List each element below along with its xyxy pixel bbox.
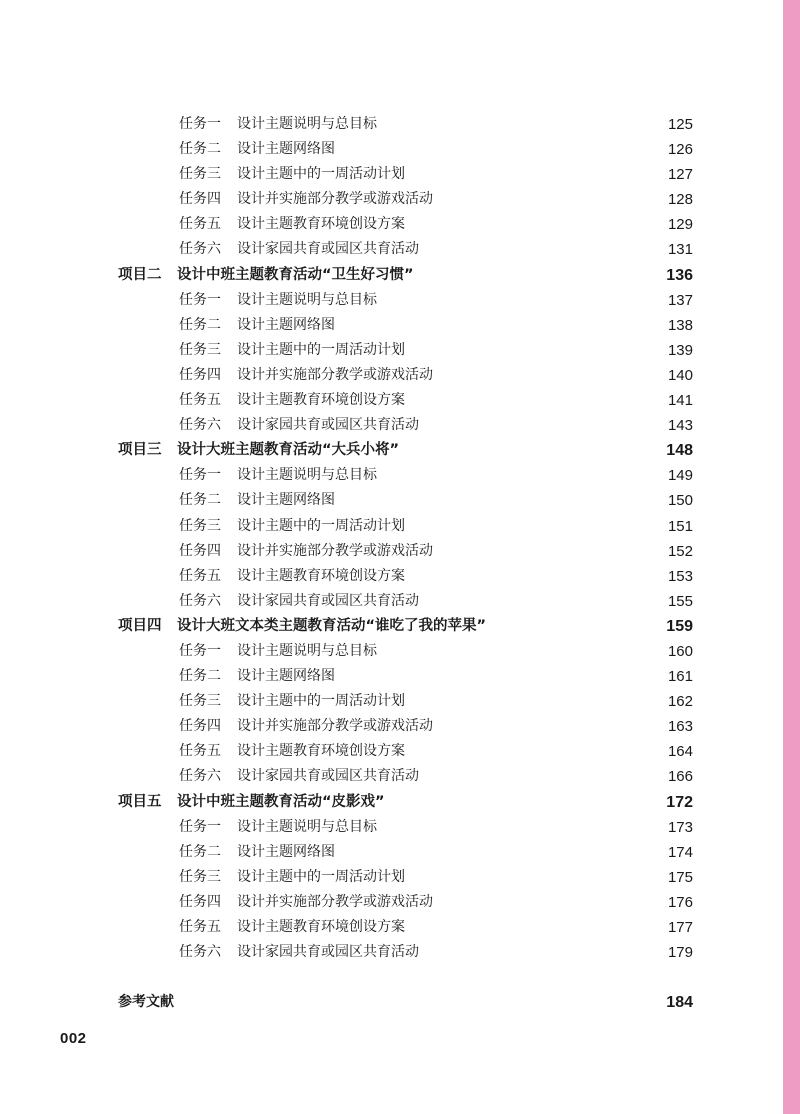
task-title: 设计主题教育环境创设方案 — [237, 216, 405, 233]
task-page-number: 139 — [667, 341, 693, 359]
project-page-number: 148 — [666, 442, 693, 460]
task-title: 设计家园共育或园区共育活动 — [237, 417, 419, 434]
task-page-number: 141 — [667, 392, 693, 410]
project-title: 设计中班主题教育活动“皮影戏” — [177, 793, 385, 810]
toc-project-row[interactable] — [0, 614, 800, 639]
task-title: 设计并实施部分教学或游戏活动 — [237, 718, 433, 735]
task-page-number: 152 — [667, 542, 693, 560]
task-title: 设计主题中的一周活动计划 — [237, 166, 405, 183]
task-title: 设计主题教育环境创设方案 — [237, 743, 405, 760]
toc-task-row[interactable] — [0, 714, 800, 739]
toc-task-row[interactable] — [0, 664, 800, 689]
task-number: 任务二 — [179, 668, 221, 685]
task-title: 设计并实施部分教学或游戏活动 — [237, 366, 433, 383]
task-number: 任务六 — [179, 592, 221, 609]
task-title: 设计主题说明与总目标 — [237, 291, 377, 308]
task-page-number: 153 — [667, 567, 693, 585]
task-number: 任务四 — [179, 542, 221, 559]
task-number: 任务三 — [179, 517, 221, 534]
project-page-number: 136 — [666, 266, 693, 284]
task-number: 任务三 — [179, 868, 221, 885]
toc-task-row[interactable] — [0, 488, 800, 513]
task-title: 设计主题教育环境创设方案 — [237, 567, 405, 584]
toc-task-row[interactable] — [0, 514, 800, 539]
task-title: 设计主题中的一周活动计划 — [237, 868, 405, 885]
references-title: 参考文献 — [118, 994, 174, 1011]
toc-task-row[interactable] — [0, 338, 800, 363]
task-number: 任务四 — [179, 366, 221, 383]
toc-task-row[interactable] — [0, 890, 800, 915]
task-number: 任务四 — [179, 718, 221, 735]
task-page-number: 128 — [667, 191, 693, 209]
toc-task-row[interactable] — [0, 413, 800, 438]
page-folio-number: 002 — [60, 1030, 87, 1047]
task-title: 设计家园共育或园区共育活动 — [237, 592, 419, 609]
task-title: 设计家园共育或园区共育活动 — [237, 768, 419, 785]
task-title: 设计家园共育或园区共育活动 — [237, 241, 419, 258]
project-page-number: 172 — [666, 793, 693, 811]
task-number: 任务三 — [179, 693, 221, 710]
task-title: 设计并实施部分教学或游戏活动 — [237, 893, 433, 910]
toc-task-row[interactable] — [0, 739, 800, 764]
task-page-number: 140 — [667, 366, 693, 384]
task-title: 设计主题网络图 — [237, 668, 335, 685]
task-page-number: 131 — [667, 241, 693, 259]
project-number: 项目五 — [118, 793, 162, 810]
task-number: 任务二 — [179, 492, 221, 509]
task-page-number: 174 — [667, 843, 693, 861]
task-number: 任务二 — [179, 141, 221, 158]
toc-task-row[interactable] — [0, 363, 800, 388]
task-title: 设计主题网络图 — [237, 316, 335, 333]
task-page-number: 164 — [667, 743, 693, 761]
task-page-number: 176 — [667, 893, 693, 911]
task-page-number: 155 — [667, 592, 693, 610]
task-title: 设计主题教育环境创设方案 — [237, 392, 405, 409]
toc-task-row[interactable] — [0, 112, 800, 137]
project-number: 项目二 — [118, 266, 162, 283]
project-title: 设计中班主题教育活动“卫生好习惯” — [177, 266, 414, 283]
task-title: 设计主题教育环境创设方案 — [237, 919, 405, 935]
task-page-number: 129 — [667, 216, 693, 234]
toc-task-row[interactable] — [0, 915, 800, 940]
task-page-number: 179 — [667, 944, 693, 962]
task-page-number: 173 — [667, 818, 693, 836]
task-number: 任务一 — [179, 818, 221, 835]
project-page-number: 159 — [666, 617, 693, 635]
task-page-number: 125 — [667, 116, 693, 133]
task-title: 设计并实施部分教学或游戏活动 — [237, 191, 433, 208]
project-number: 项目三 — [118, 442, 162, 459]
task-title: 设计主题网络图 — [237, 141, 335, 158]
toc-task-row[interactable] — [0, 313, 800, 338]
task-title: 设计主题网络图 — [237, 492, 335, 509]
task-title: 设计主题网络图 — [237, 843, 335, 860]
task-title: 设计主题说明与总目标 — [237, 642, 377, 659]
task-title: 设计主题说明与总目标 — [237, 467, 377, 484]
task-number: 任务一 — [179, 642, 221, 659]
task-number: 任务一 — [179, 467, 221, 484]
toc-task-row[interactable] — [0, 764, 800, 789]
task-title: 设计主题中的一周活动计划 — [237, 693, 405, 710]
references-page-number: 184 — [666, 994, 693, 1012]
toc-project-row[interactable] — [0, 790, 800, 815]
task-number: 任务五 — [179, 919, 221, 935]
toc-task-row[interactable] — [0, 162, 800, 187]
task-number: 任务五 — [179, 567, 221, 584]
task-page-number: 166 — [667, 768, 693, 786]
toc-task-row[interactable] — [0, 463, 800, 488]
task-title: 设计主题中的一周活动计划 — [237, 341, 405, 358]
task-number: 任务二 — [179, 316, 221, 333]
task-page-number: 127 — [667, 166, 693, 184]
toc-project-row[interactable] — [0, 438, 800, 463]
project-title: 设计大班主题教育活动“大兵小将” — [177, 442, 400, 459]
task-page-number: 126 — [667, 141, 693, 159]
task-number: 任务三 — [179, 166, 221, 183]
task-number: 任务五 — [179, 392, 221, 409]
toc-task-row[interactable] — [0, 639, 800, 664]
task-page-number: 160 — [667, 642, 693, 660]
toc-project-row[interactable] — [0, 263, 800, 288]
task-title: 设计并实施部分教学或游戏活动 — [237, 542, 433, 559]
task-page-number: 161 — [667, 668, 693, 686]
toc-task-row[interactable] — [0, 137, 800, 162]
task-page-number: 163 — [667, 718, 693, 736]
toc-task-row[interactable] — [0, 840, 800, 865]
task-page-number: 175 — [667, 868, 693, 886]
task-page-number: 151 — [667, 517, 693, 535]
task-number: 任务四 — [179, 893, 221, 910]
toc-task-row[interactable] — [0, 187, 800, 212]
toc-task-row[interactable] — [0, 940, 800, 965]
toc-task-row[interactable] — [0, 212, 800, 237]
task-number: 任务二 — [179, 843, 221, 860]
task-number: 任务五 — [179, 743, 221, 760]
task-number: 任务六 — [179, 768, 221, 785]
task-number: 任务六 — [179, 944, 221, 961]
project-number: 项目四 — [118, 617, 162, 634]
task-page-number: 138 — [667, 316, 693, 334]
task-page-number: 143 — [667, 417, 693, 435]
table-of-contents — [0, 112, 800, 1015]
task-number: 任务六 — [179, 417, 221, 434]
task-number: 任务四 — [179, 191, 221, 208]
project-title: 设计大班文本类主题教育活动“谁吃了我的苹果” — [177, 617, 487, 634]
task-number: 任务三 — [179, 341, 221, 358]
toc-task-row[interactable] — [0, 689, 800, 714]
task-page-number: 177 — [667, 919, 693, 936]
task-title: 设计主题说明与总目标 — [237, 116, 377, 132]
task-page-number: 137 — [667, 291, 693, 309]
task-title: 设计主题中的一周活动计划 — [237, 517, 405, 534]
task-number: 任务五 — [179, 216, 221, 233]
task-page-number: 150 — [667, 492, 693, 510]
task-number: 任务一 — [179, 291, 221, 308]
task-title: 设计主题说明与总目标 — [237, 818, 377, 835]
task-number: 任务一 — [179, 116, 221, 132]
toc-task-row[interactable] — [0, 388, 800, 413]
toc-references-row[interactable] — [0, 990, 800, 1015]
toc-task-row[interactable] — [0, 589, 800, 614]
toc-task-row[interactable] — [0, 865, 800, 890]
task-title: 设计家园共育或园区共育活动 — [237, 944, 419, 961]
toc-task-row[interactable] — [0, 288, 800, 313]
task-page-number: 149 — [667, 467, 693, 485]
toc-task-row[interactable] — [0, 237, 800, 262]
toc-task-row[interactable] — [0, 815, 800, 840]
task-number: 任务六 — [179, 241, 221, 258]
toc-task-row[interactable] — [0, 564, 800, 589]
toc-task-row[interactable] — [0, 539, 800, 564]
task-page-number: 162 — [667, 693, 693, 711]
